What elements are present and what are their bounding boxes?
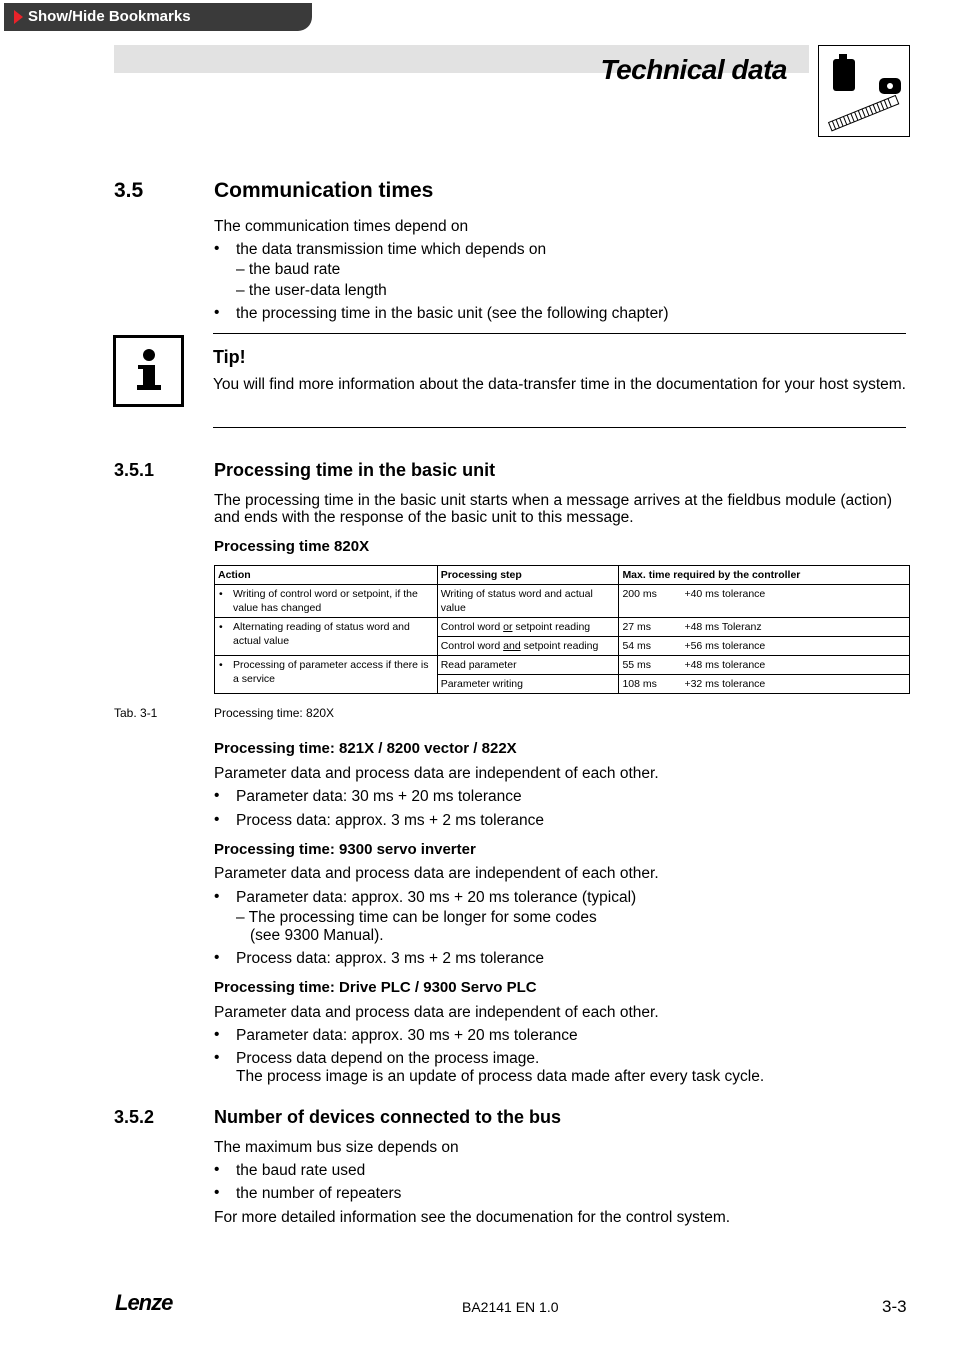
list-item: Parameter data: approx. 30 ms + 20 ms tolerance (typical) [236, 889, 637, 906]
scale-weight-icon [818, 45, 910, 137]
table-cell: Control word and setpoint reading [437, 637, 619, 656]
subheading: Processing time 820X [214, 538, 370, 555]
subheading: Processing time: 9300 servo inverter [214, 841, 476, 858]
list-sub-item: – the user-data length [236, 282, 387, 299]
list-sub-item: (see 9300 Manual). [250, 927, 384, 944]
list-item: the processing time in the basic unit (see the following chapter) [236, 305, 669, 322]
bullet: • [214, 304, 220, 321]
table-cell: 27 ms +48 ms Toleranz [619, 618, 910, 637]
table-row [215, 585, 910, 618]
paragraph: Parameter data and process data are independent of each other. [214, 865, 659, 882]
table-cell: • Writing of control word or setpoint, if the value has changed [215, 585, 438, 618]
table-cell: Control word or setpoint reading [437, 618, 619, 637]
bookmarks-label: Show/Hide Bookmarks [28, 8, 191, 25]
subsection-title: Processing time in the basic unit [214, 460, 496, 480]
bullet: • [214, 240, 220, 257]
page-number: 3-3 [882, 1297, 907, 1316]
table-cell: • Processing of parameter access if there is a service [215, 656, 438, 694]
paragraph: The communication times depend on [214, 218, 469, 235]
page-header-title: Technical data [600, 54, 787, 85]
section-number: 3.5 [114, 179, 144, 202]
column-header: Processing step [437, 566, 619, 585]
bullet: • [214, 949, 220, 966]
paragraph: The maximum bus size depends on [214, 1139, 459, 1156]
list-item: the baud rate used [236, 1162, 366, 1179]
list-item: Process data: approx. 3 ms + 2 ms tolerance [236, 812, 544, 829]
section-title: Communication times [214, 179, 434, 202]
paragraph: Parameter data and process data are independent of each other. [214, 1004, 659, 1021]
subsection-title: Number of devices connected to the bus [214, 1107, 562, 1127]
list-item: the number of repeaters [236, 1185, 402, 1202]
list-item: Process data: approx. 3 ms + 2 ms tolerance [236, 950, 544, 967]
bullet: • [214, 811, 220, 828]
divider [213, 333, 906, 334]
tip-text: You will find more information about the data-transfer time in the documentation for your host system. [213, 376, 906, 393]
list-item: Parameter data: approx. 30 ms + 20 ms tolerance [236, 1027, 578, 1044]
table-row [215, 618, 910, 637]
list-item: the data transmission time which depends on [236, 241, 547, 258]
table-cell: Parameter writing [437, 675, 619, 694]
list-item-continuation: The process image is an update of process data made after every task cycle. [236, 1068, 765, 1085]
list-sub-item: – the baud rate [236, 261, 341, 278]
column-header: Max. time required by the controller [619, 566, 910, 585]
table-cell: Writing of status word and actual value [437, 585, 619, 618]
table-row [215, 656, 910, 675]
column-header: Action [215, 566, 438, 585]
subsection-number: 3.5.2 [114, 1107, 155, 1127]
paragraph: The processing time in the basic unit starts when a message arrives at the fieldbus module (action) and ends with the response of the basic unit to this message. [214, 492, 893, 526]
subheading: Processing time: Drive PLC / 9300 Servo PLC [214, 979, 537, 996]
tip-title: Tip! [213, 347, 246, 367]
bullet: • [214, 1184, 220, 1201]
list-item: Parameter data: 30 ms + 20 ms tolerance [236, 788, 522, 805]
paragraph: For more detailed information see the documenation for the control system. [214, 1209, 731, 1226]
table-cell: 108 ms +32 ms tolerance [619, 675, 910, 694]
subsection-number: 3.5.1 [114, 460, 155, 480]
lenze-logo: Lenze [115, 1290, 173, 1315]
paragraph: Parameter data and process data are independent of each other. [214, 765, 659, 782]
table-cell: • Alternating reading of status word and actual value [215, 618, 438, 656]
bullet: • [214, 1049, 220, 1066]
bullet: • [214, 1026, 220, 1043]
table-cell: 200 ms +40 ms tolerance [619, 585, 910, 618]
list-sub-item: – The processing time can be longer for some codes [236, 909, 597, 926]
table-caption: Processing time: 820X [214, 706, 335, 720]
table-header-row [215, 566, 910, 585]
table-cell: Read parameter [437, 656, 619, 675]
subheading: Processing time: 821X / 8200 vector / 822X [214, 740, 517, 757]
show-hide-bookmarks-button[interactable] [4, 3, 312, 31]
bullet: • [214, 1161, 220, 1178]
table-cell: 54 ms +56 ms tolerance [619, 637, 910, 656]
bullet: • [214, 888, 220, 905]
table-caption-number: Tab. 3-1 [114, 706, 158, 720]
list-item: Process data depend on the process image. [236, 1050, 540, 1067]
bullet: • [214, 787, 220, 804]
info-icon [113, 335, 184, 407]
table-cell: 55 ms +48 ms tolerance [619, 656, 910, 675]
processing-time-table [214, 565, 910, 694]
divider [213, 427, 906, 428]
document-id: BA2141 EN 1.0 [462, 1299, 559, 1315]
triangle-right-icon [14, 10, 23, 24]
